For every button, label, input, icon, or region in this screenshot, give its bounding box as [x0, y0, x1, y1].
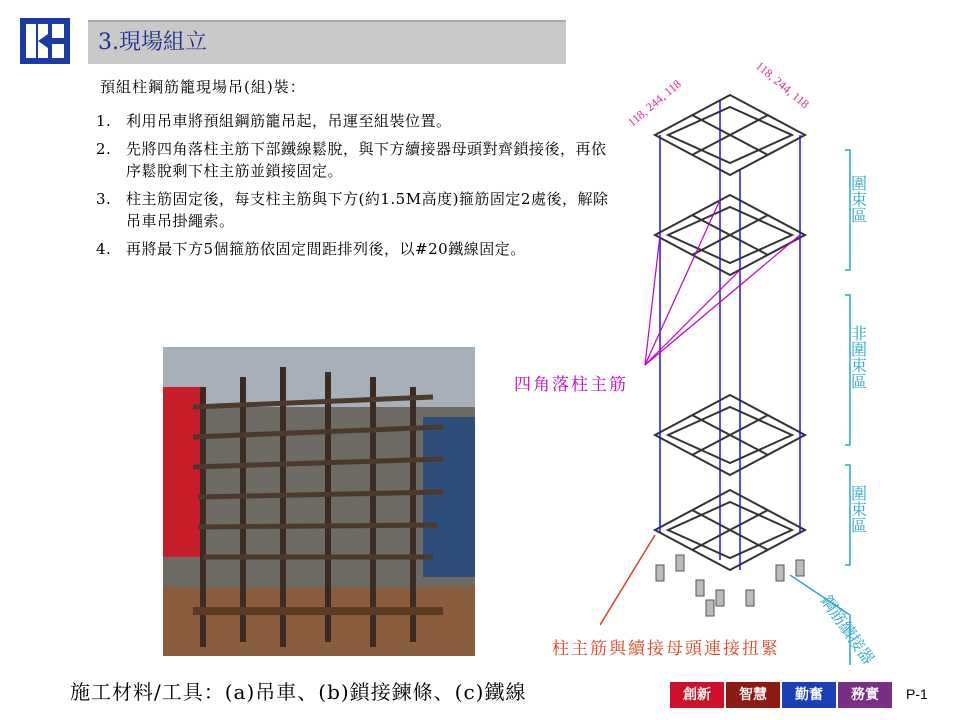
intro-text: 預組柱鋼筋籠現場吊(組)裝： — [100, 78, 306, 96]
site-photo — [163, 347, 475, 656]
company-logo — [20, 18, 70, 64]
page-title: 3.現場組立 — [88, 20, 566, 64]
coupler-label: 鋼筋續接器 — [816, 591, 879, 668]
step-text: 先將四角落柱主筋下部鐵線鬆脫，與下方續接器母頭對齊鎖接後，再依序鬆脫剩下柱主筋並鎖接固定。 — [126, 140, 607, 180]
main-bar-label: 四角落柱主筋 — [514, 375, 628, 395]
materials-text: 施工材料/工具：(a)吊車、(b)鎖接鍊條、(c)鐵線 — [70, 680, 527, 704]
step-text: 再將最下方5個箍筋依固定間距排列後，以#20鐵線固定。 — [126, 240, 526, 258]
coupler-heads — [656, 555, 804, 616]
page-number: P-1 — [906, 686, 928, 702]
step-number: 4. — [96, 240, 112, 258]
rebar-cage-diagram — [600, 55, 950, 680]
value-badges — [670, 682, 892, 708]
badge-innovation: 創新 — [670, 682, 724, 708]
tighten-label: 柱主筋與續接母頭連接扭緊 — [552, 639, 780, 659]
dimension-left: 118, 244, 118 — [624, 76, 684, 130]
main-bar-arrows — [645, 200, 800, 365]
step-number: 2. — [96, 140, 112, 158]
stirrup-lower — [655, 395, 805, 475]
step-item — [96, 188, 616, 232]
zone-label-middle: 非圍束區 — [848, 325, 868, 389]
zone-label-bottom: 圍束區 — [848, 485, 868, 533]
stirrup-upper — [655, 195, 805, 275]
rebar-cage-photo-illustration — [163, 347, 475, 656]
stirrup-top — [655, 95, 805, 175]
step-number: 3. — [96, 190, 112, 208]
step-item — [96, 138, 616, 182]
step-text: 利用吊車將預組鋼筋籠吊起，吊運至組裝位置。 — [126, 112, 452, 130]
procedure-steps — [96, 110, 616, 266]
zone-brackets — [790, 150, 850, 665]
dimension-right: 118, 244, 118 — [753, 58, 812, 112]
tighten-arrow — [600, 535, 655, 625]
step-item — [96, 238, 616, 260]
step-number: 1. — [96, 112, 112, 130]
badge-diligence: 勤奮 — [782, 682, 836, 708]
step-item — [96, 110, 616, 132]
badge-wisdom: 智慧 — [726, 682, 780, 708]
badge-pragmatism: 務實 — [838, 682, 892, 708]
zone-label-top: 圍束區 — [848, 175, 868, 223]
step-text: 柱主筋固定後，每支柱主筋與下方(約1.5M高度)箍筋固定2處後，解除吊車吊掛繩索。 — [126, 190, 609, 230]
